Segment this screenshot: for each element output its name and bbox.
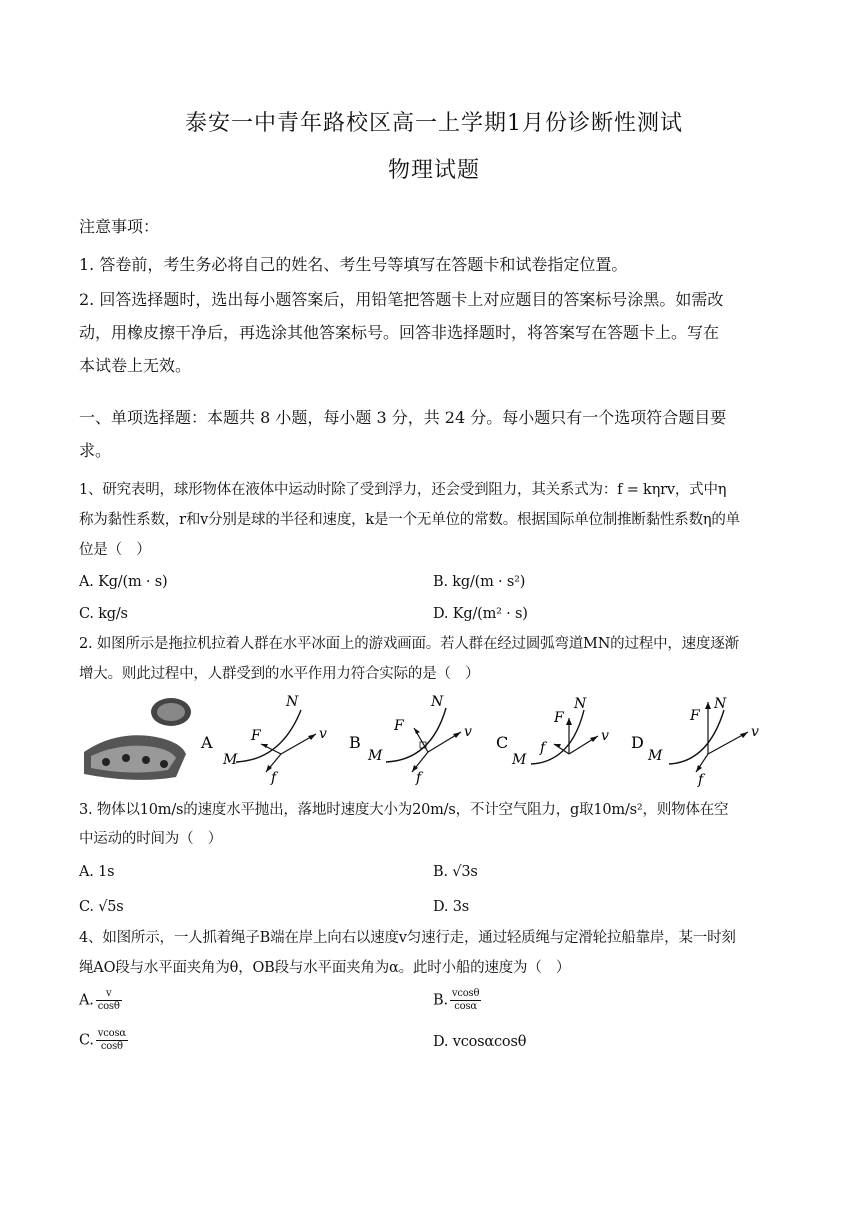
svg-text:f: f bbox=[416, 770, 422, 786]
svg-text:f: f bbox=[271, 770, 277, 786]
figure-label-c: C bbox=[496, 733, 509, 752]
notice-item-2-line-1: 2. 回答选择题时，选出每小题答案后，用铅笔把答题卡上对应题目的答案标号涂黑。如需改 bbox=[79, 290, 724, 309]
section-1-heading-cont: 求。 bbox=[79, 441, 112, 460]
q1-stem-line-2: 称为黏性系数，r和v分别是球的半径和速度，k是一个无单位的常数。根据国际单位制推断黏性系数η的单 bbox=[79, 512, 740, 528]
svg-text:F: F bbox=[690, 708, 700, 724]
q3-option-c: C. √5s bbox=[79, 899, 124, 915]
svg-text:M: M bbox=[512, 752, 527, 768]
svg-text:M: M bbox=[648, 748, 663, 764]
q1-option-c: C. kg/s bbox=[79, 606, 128, 622]
q4-option-b-fraction: $\frac{vcos\theta}{\cos\alpha}$ bbox=[451, 988, 480, 1012]
svg-text:N: N bbox=[574, 696, 587, 712]
q2-figure bbox=[76, 692, 796, 792]
svg-text:f: f bbox=[698, 772, 704, 788]
option-c-diagram bbox=[496, 696, 609, 768]
exam-subtitle: 物理试题 bbox=[387, 158, 480, 183]
svg-text:M: M bbox=[223, 752, 238, 768]
q1-option-d: D. Kg/(m² · s) bbox=[433, 606, 528, 622]
section-1-heading: 一、单项选择题：本题共 8 小题，每小题 3 分，共 24 分。每小题只有一个选项符合题目要 bbox=[79, 408, 727, 427]
q4-stem-line-1: 4、如图所示，一人抓着绳子B端在岸上向右以速度v匀速行走，通过轻质绳与定滑轮拉船靠岸，某一时刻 bbox=[79, 930, 736, 946]
q3-stem-line-1: 3. 物体以10m/s的速度水平抛出，落地时速度大小为20m/s，不计空气阻力，g取10m/s²，则物体在空 bbox=[79, 802, 729, 818]
exam-title: 泰安一中青年路校区高一上学期1月份诊断性测试 bbox=[185, 111, 683, 136]
q4-option-a-fraction: $\frac{v}{\cos\theta}$ bbox=[97, 988, 120, 1012]
svg-text:N: N bbox=[286, 694, 299, 710]
svg-text:f: f bbox=[540, 740, 546, 756]
q4-option-c-fraction: $\frac{vcos\alpha}{\cos\theta}$ bbox=[97, 1028, 126, 1052]
figure-label-d: D bbox=[631, 733, 644, 752]
option-b-diagram bbox=[349, 694, 472, 786]
svg-text:v: v bbox=[464, 724, 472, 740]
q2-stem-line-1: 2. 如图所示是拖拉机拉着人群在水平冰面上的游戏画面。若人群在经过圆弧弯道MN的过程中，速度逐渐 bbox=[79, 636, 739, 652]
svg-text:v: v bbox=[319, 726, 327, 742]
q3-option-b: B. √3s bbox=[433, 864, 478, 880]
tractor-crowd-illustration bbox=[84, 698, 191, 780]
q1-option-a: A. Kg/(m · s) bbox=[79, 574, 168, 590]
q4-option-b: B. $\frac{vcos\theta}{\cos\alpha}$ bbox=[433, 988, 480, 1012]
notice-item-2-line-2: 动，用橡皮擦干净后，再选涂其他答案标号。回答非选择题时，将答案写在答题卡上。写在 bbox=[79, 323, 720, 342]
q3-option-d: D. 3s bbox=[433, 899, 469, 915]
q4-option-d: D. vcosαcosθ bbox=[433, 1034, 527, 1050]
q3-stem-line-2: 中运动的时间为（ ） bbox=[79, 831, 222, 847]
svg-text:M: M bbox=[368, 748, 383, 764]
figure-label-a: A bbox=[201, 733, 213, 752]
q4-stem-line-2: 绳AO段与水平面夹角为θ，OB段与水平面夹角为α。此时小船的速度为（ ） bbox=[79, 960, 571, 976]
q3-option-a: A. 1s bbox=[79, 864, 115, 880]
svg-text:F: F bbox=[394, 718, 404, 734]
svg-text:v: v bbox=[751, 724, 759, 740]
svg-text:F: F bbox=[554, 710, 564, 726]
q1-option-b: B. kg/(m · s²) bbox=[433, 574, 526, 590]
figure-label-b: B bbox=[349, 733, 361, 752]
svg-text:v: v bbox=[601, 728, 609, 744]
svg-text:F: F bbox=[251, 728, 261, 744]
option-a-diagram bbox=[200, 694, 327, 786]
q1-stem-line-1: 1、研究表明，球形物体在液体中运动时除了受到浮力，还会受到阻力，其关系式为：f = kηrv，式中η bbox=[79, 482, 727, 498]
notice-item-2-line-3: 本试卷上无效。 bbox=[79, 356, 192, 375]
q2-stem-line-2: 增大。则此过程中，人群受到的水平作用力符合实际的是（ ） bbox=[79, 666, 480, 682]
q4-option-a: A. $\frac{v}{\cos\theta}$ bbox=[79, 988, 120, 1012]
option-d-diagram bbox=[631, 696, 759, 788]
notice-heading: 注意事项： bbox=[79, 217, 160, 236]
q4-option-c: C. $\frac{vcos\alpha}{\cos\theta}$ bbox=[79, 1028, 126, 1052]
svg-text:N: N bbox=[714, 696, 727, 712]
notice-item-1: 1. 答卷前，考生务必将自己的姓名、考生号等填写在答题卡和试卷指定位置。 bbox=[79, 255, 628, 274]
svg-text:N: N bbox=[431, 694, 444, 710]
q1-stem-line-3: 位是（ ） bbox=[79, 542, 151, 558]
